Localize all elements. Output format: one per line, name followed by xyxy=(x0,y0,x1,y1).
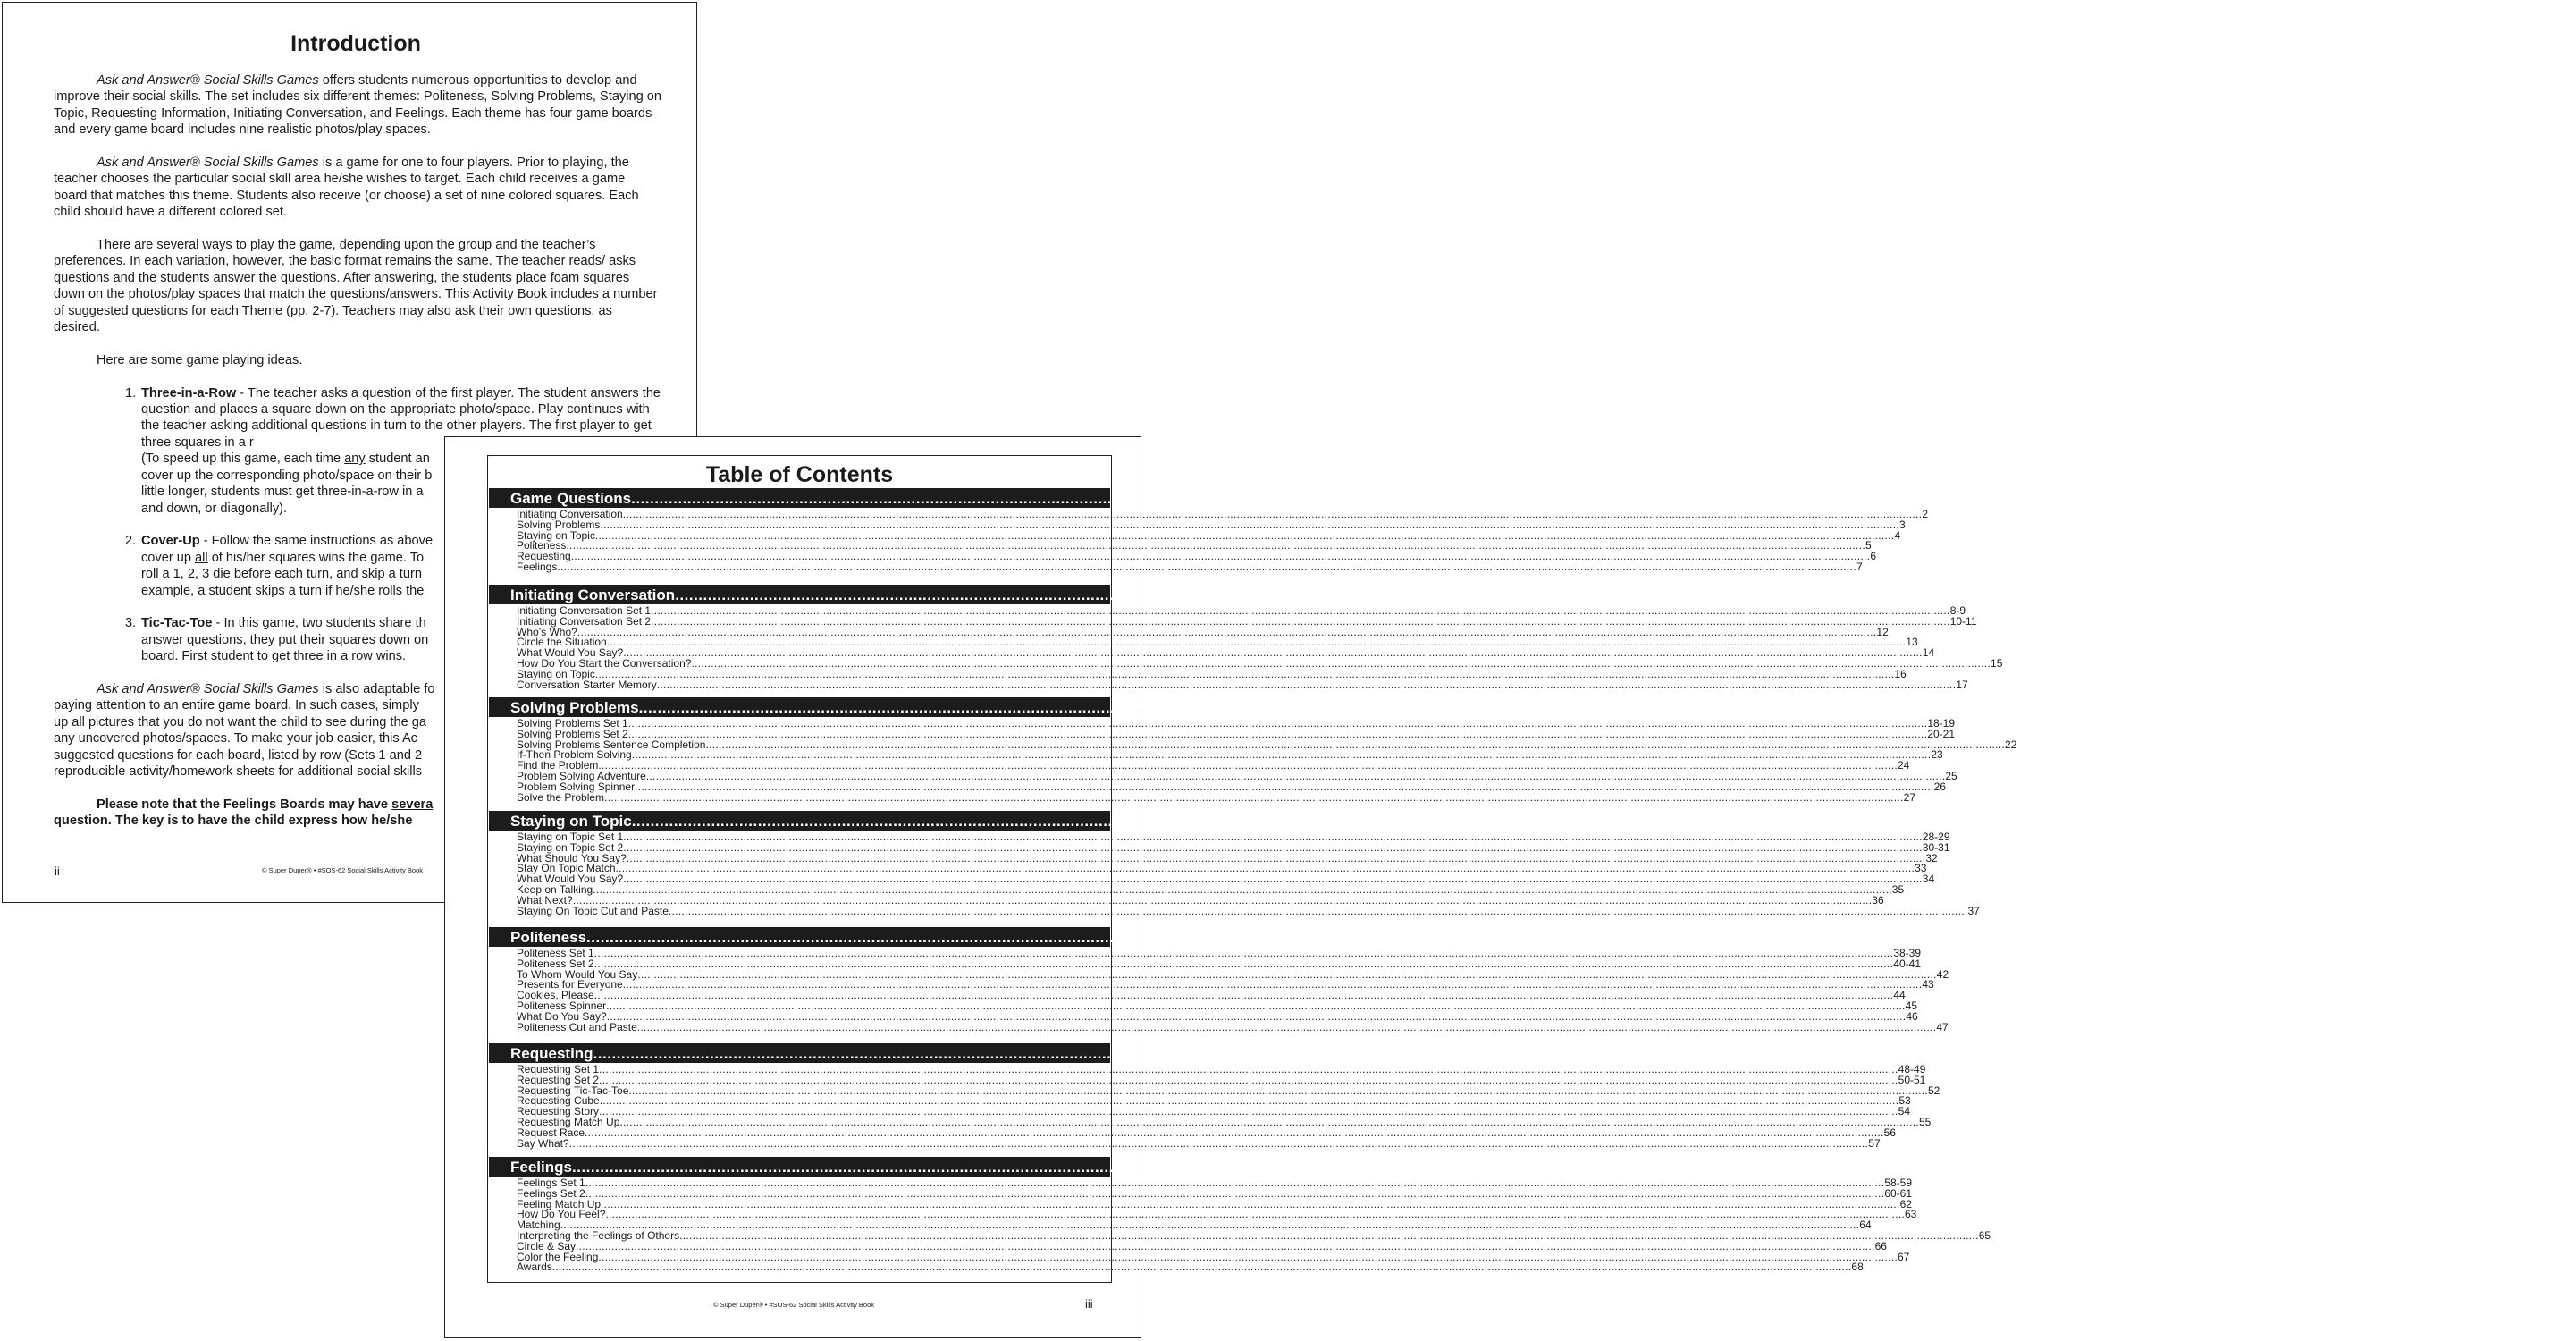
toc-entry-label: Politeness Set 2 xyxy=(517,957,594,970)
toc-entry-page: 47 xyxy=(1936,1020,1949,1033)
toc-entry-label: How Do You Feel? xyxy=(517,1208,606,1221)
dot-leader: ................................................................................................................................................................................................................................................................................................................................................................................................................ xyxy=(656,678,1957,691)
intro-paragraph-3: There are several ways to play the game, depending upon the group and the teacher’s preferences. In each variation, however, the basic format remains the same. The teacher reads/ asks questions and the students answer the questions. After answering, the students place foam squares down on the photos/play spaces that match the questions/answers. This Activity Book includes a number of suggested questions for each Theme (pp. 2-7). Teachers may also ask their own questions, as desired. xyxy=(54,238,658,335)
dot-leader: ................................................................................................................................................................................................................................................................................................................................................................................................................ xyxy=(675,586,2543,603)
dot-leader: ................................................................................................................................................................................................................................................................................................................................................................................................................ xyxy=(585,1177,1885,1189)
toc-entry-label: Requesting Tic-Tac-Toe xyxy=(517,1084,629,1097)
toc-section-pages: 18-27 xyxy=(2505,699,2546,716)
idea-text: roll a 1, 2, 3 die before each turn, and skip a turn xyxy=(141,567,422,582)
toc-section-header[interactable] xyxy=(489,1043,2500,1063)
toc-entry-label: Solving Problems Sentence Completion xyxy=(517,738,706,751)
dot-leader: ................................................................................................................................................................................................................................................................................................................................................................................................................ xyxy=(623,646,1923,660)
toc-section-header[interactable] xyxy=(489,585,2573,604)
dot-leader: ................................................................................................................................................................................................................................................................................................................................................................................................................ xyxy=(636,1020,1937,1033)
dot-leader: ................................................................................................................................................................................................................................................................................................................................................................................................................ xyxy=(668,904,1968,917)
toc-entry-page: 64 xyxy=(1859,1219,1872,1232)
idea-text: little longer, students must get three-in-a-row in a xyxy=(141,485,424,500)
toc-entry-label: Politeness Set 1 xyxy=(517,947,594,959)
toc-section-header[interactable] xyxy=(489,1157,2479,1177)
toc-entry-page: 10-11 xyxy=(1949,614,1977,628)
toc-entry-page: 7 xyxy=(1856,560,1863,573)
toc-entry-label: Initiating Conversation xyxy=(517,508,623,520)
toc-entry-label: What Next? xyxy=(517,893,573,907)
toc-entry-page: 33 xyxy=(1915,862,1927,875)
toc-entry-page: 54 xyxy=(1898,1105,1911,1118)
toc-entry-page: 27 xyxy=(1903,790,1916,804)
intro-paragraph-4: Here are some game playing ideas. xyxy=(97,352,303,367)
toc-entry-label: Circle the Situation xyxy=(517,636,607,649)
dot-leader: ................................................................................................................................................................................................................................................................................................................................................................................................................ xyxy=(572,893,1873,907)
dot-leader: ................................................................................................................................................................................................................................................................................................................................................................................................................ xyxy=(566,539,1865,552)
idea-text: student an xyxy=(365,451,430,467)
dot-leader: ................................................................................................................................................................................................................................................................................................................................................................................................................ xyxy=(604,790,1904,804)
paragraph-text: is also adaptable fo xyxy=(318,681,435,696)
toc-entry-page: 58-59 xyxy=(1884,1177,1913,1189)
paragraph-text: offers students numerous opportunities to develop and improve their social skills. The set includes six different themes: Politeness, Solving Problems, Staying on Topic, Requesting Information, Initiating Conversation, and Feelings. Each theme has four game boards and every game board includes nine realistic photos/play spaces. xyxy=(54,73,662,138)
toc-entry-page: 35 xyxy=(1891,882,1905,896)
toc-entry-page: 36 xyxy=(1872,893,1884,907)
toc-entry[interactable] xyxy=(488,560,1863,573)
toc-section-title: Staying on Topic xyxy=(510,813,632,830)
toc-section-header[interactable] xyxy=(489,811,2538,831)
toc-section xyxy=(488,811,2538,917)
toc-section xyxy=(488,697,2546,804)
toc-entry-label: Feelings xyxy=(517,560,558,573)
dot-leader: ................................................................................................................................................................................................................................................................................................................................................................................................................ xyxy=(551,1261,1852,1274)
dot-leader: ................................................................................................................................................................................................................................................................................................................................................................................................................ xyxy=(615,862,1915,875)
toc-section xyxy=(488,927,2493,1033)
toc-entry-label: Feelings Set 2 xyxy=(517,1186,585,1200)
toc-entry-label: Solve the Problem xyxy=(517,790,605,804)
toc-section xyxy=(488,1043,2500,1150)
toc-item-list xyxy=(488,947,1949,1033)
dot-leader: ................................................................................................................................................................................................................................................................................................................................................................................................................ xyxy=(628,1084,1928,1097)
toc-entry-page: 5 xyxy=(1865,539,1872,552)
toc-entry-page: 68 xyxy=(1851,1261,1864,1274)
toc-entry-label: Who’s Who? xyxy=(517,625,577,638)
idea-text: of his/her squares wins the game. To xyxy=(207,550,425,565)
toc-entry[interactable] xyxy=(488,678,1968,691)
toc-entry-page: 44 xyxy=(1893,989,1906,1002)
toc-title: Table of Contents xyxy=(705,462,894,487)
intro-paragraph-1 xyxy=(54,72,661,139)
dot-leader: ................................................................................................................................................................................................................................................................................................................................................................................................................ xyxy=(598,1250,1898,1263)
toc-entry-page: 57 xyxy=(1868,1136,1881,1150)
idea-title: Tic-Tac-Toe xyxy=(141,616,213,631)
toc-entry-page: 53 xyxy=(1898,1094,1911,1108)
note-text: Please note that the Feelings Boards may have xyxy=(97,797,392,812)
dot-leader: ................................................................................................................................................................................................................................................................................................................................................................................................................ xyxy=(576,1239,1875,1252)
toc-section-pages: 28-37 xyxy=(2498,813,2538,830)
note-text: question. The key is to have the child express how he/she xyxy=(54,814,413,829)
dot-leader: ................................................................................................................................................................................................................................................................................................................................................................................................................ xyxy=(606,1009,1907,1023)
toc-entry-label: Color the Feeling xyxy=(517,1250,599,1263)
idea-title: Cover-Up xyxy=(141,534,200,549)
paragraph-text: suggested questions for each board, listed by row (Sets 1 and 2 xyxy=(54,747,423,763)
dot-leader: ................................................................................................................................................................................................................................................................................................................................................................................................................ xyxy=(705,738,2006,751)
toc-entry-label: Circle & Say xyxy=(517,1239,577,1252)
dot-leader: ................................................................................................................................................................................................................................................................................................................................................................................................................ xyxy=(598,759,1898,772)
dot-leader: ................................................................................................................................................................................................................................................................................................................................................................................................................ xyxy=(601,1197,1900,1210)
toc-entry-page: 48-49 xyxy=(1898,1063,1926,1075)
dot-leader: ................................................................................................................................................................................................................................................................................................................................................................................................................ xyxy=(585,1186,1885,1200)
toc-entry-page: 4 xyxy=(1894,528,1901,542)
toc-section-pages: 38-47 xyxy=(2454,929,2493,946)
underlined-word: any xyxy=(344,451,366,467)
toc-section xyxy=(488,488,2521,573)
toc-section-title: Solving Problems xyxy=(510,699,639,716)
toc-entry-label: Conversation Starter Memory xyxy=(517,678,657,691)
dot-leader: ................................................................................................................................................................................................................................................................................................................................................................................................................ xyxy=(623,873,1923,886)
paragraph-text: paying attention to an entire game board. In such cases, simply xyxy=(54,698,419,713)
idea-text: example, a student skips a turn if he/she rolls the xyxy=(141,583,425,598)
toc-entry-page: 12 xyxy=(1876,625,1889,638)
list-number: 2. xyxy=(125,534,137,549)
toc-section-title: Requesting xyxy=(510,1045,593,1062)
dot-leader: ................................................................................................................................................................................................................................................................................................................................................................................................................ xyxy=(638,699,2506,716)
toc-entry-page: 26 xyxy=(1933,780,1947,793)
toc-entry-page: 24 xyxy=(1897,759,1910,772)
dot-leader: ................................................................................................................................................................................................................................................................................................................................................................................................................ xyxy=(599,1105,1898,1118)
toc-entry-label: Solving Problems xyxy=(517,518,601,531)
toc-entry-label: Politeness Spinner xyxy=(517,999,607,1012)
toc-entry-page: 32 xyxy=(1925,851,1938,864)
toc-entry-label: Requesting Cube xyxy=(517,1094,600,1108)
toc-entry-page: 28-29 xyxy=(1922,831,1950,843)
toc-entry-label: Solving Problems Set 2 xyxy=(517,727,628,740)
idea-text: cover up the corresponding photo/space on their b xyxy=(141,468,433,483)
toc-entry-page: 23 xyxy=(1931,748,1943,762)
dot-leader: ................................................................................................................................................................................................................................................................................................................................................................................................................ xyxy=(619,1115,1919,1128)
toc-entry-page: 6 xyxy=(1870,550,1876,563)
toc-entry-label: What Would You Say? xyxy=(517,646,624,660)
idea-text: (To speed up this game, each time xyxy=(141,451,345,467)
introduction-title: Introduction xyxy=(290,31,421,56)
toc-entry-page: 15 xyxy=(1991,656,2003,670)
toc-entry-page: 37 xyxy=(1967,904,1980,917)
toc-entry-label: Staying on Topic xyxy=(517,667,595,680)
toc-entry-page: 63 xyxy=(1905,1208,1917,1221)
toc-entry-label: Staying on Topic Set 2 xyxy=(517,840,624,854)
toc-entry-label: What Do You Say? xyxy=(517,1009,607,1023)
toc-entry-page: 18-19 xyxy=(1927,717,1956,730)
toc-entry-label: Staying on Topic Set 1 xyxy=(517,831,624,843)
dot-leader: ................................................................................................................................................................................................................................................................................................................................................................................................................ xyxy=(622,508,1923,520)
toc-entry-page: 52 xyxy=(1927,1084,1940,1097)
toc-entry[interactable] xyxy=(488,904,1980,917)
toc-entry-page: 55 xyxy=(1919,1115,1932,1128)
copyright-right: © Super Duper® • #SOS-62 Social Skills Activity Book xyxy=(713,1301,874,1309)
dot-leader: ................................................................................................................................................................................................................................................................................................................................................................................................................ xyxy=(593,882,1892,896)
dot-leader: ................................................................................................................................................................................................................................................................................................................................................................................................................ xyxy=(606,999,1906,1012)
dot-leader: ................................................................................................................................................................................................................................................................................................................................................................................................................ xyxy=(622,978,1923,991)
intro-paragraph-2 xyxy=(54,155,661,221)
toc-entry-page: 13 xyxy=(1906,636,1918,649)
dot-leader: ................................................................................................................................................................................................................................................................................................................................................................................................................ xyxy=(631,748,1932,762)
toc-entry-label: Requesting Set 2 xyxy=(517,1073,600,1086)
toc-entry-page: 17 xyxy=(1956,678,1968,691)
toc-entry-label: Solving Problems Set 1 xyxy=(517,717,628,730)
dot-leader: ................................................................................................................................................................................................................................................................................................................................................................................................................ xyxy=(599,1063,1898,1075)
toc-entry-label: Find the Problem xyxy=(517,759,599,772)
table-of-contents-page xyxy=(444,436,2573,1338)
toc-entry-label: Keep on Talking xyxy=(517,882,593,896)
toc-entry-label: Say What? xyxy=(517,1136,569,1150)
dot-leader: ................................................................................................................................................................................................................................................................................................................................................................................................................ xyxy=(631,490,2499,507)
dot-leader: ................................................................................................................................................................................................................................................................................................................................................................................................................ xyxy=(606,636,1907,649)
dot-leader: ................................................................................................................................................................................................................................................................................................................................................................................................................ xyxy=(631,813,2499,830)
toc-frame xyxy=(487,455,2573,1283)
toc-entry-label: Politeness xyxy=(517,539,567,552)
page-number-left: ii xyxy=(55,864,60,878)
toc-section-pages: 2-7 xyxy=(2498,490,2521,507)
toc-entry-label: Requesting xyxy=(517,550,571,563)
toc-entry-page: 56 xyxy=(1883,1126,1896,1139)
dot-leader: ................................................................................................................................................................................................................................................................................................................................................................................................................ xyxy=(645,769,1946,782)
idea-title: Three-in-a-Row xyxy=(141,385,237,401)
dot-leader: ................................................................................................................................................................................................................................................................................................................................................................................................................ xyxy=(568,1136,1869,1150)
dot-leader: ................................................................................................................................................................................................................................................................................................................................................................................................................ xyxy=(623,831,1923,843)
product-name: Ask and Answer® Social Skills Games xyxy=(97,156,319,171)
toc-entry-label: Requesting Set 1 xyxy=(517,1063,600,1075)
toc-item-list xyxy=(488,717,2017,804)
toc-entry[interactable] xyxy=(488,1261,1864,1274)
dot-leader: ................................................................................................................................................................................................................................................................................................................................................................................................................ xyxy=(585,1126,1884,1139)
toc-entry-page: 65 xyxy=(1978,1228,1991,1242)
idea-text: - In this game, two students share th xyxy=(212,616,426,631)
toc-entry-label: Stay On Topic Match xyxy=(517,862,616,875)
underlined-word: all xyxy=(195,550,208,565)
toc-entry-label: Initiating Conversation Set 2 xyxy=(517,614,652,628)
dot-leader: ................................................................................................................................................................................................................................................................................................................................................................................................................ xyxy=(651,614,1950,628)
toc-entry[interactable] xyxy=(488,790,1916,804)
toc-item-list xyxy=(488,1063,1940,1150)
toc-entry-page: 50-51 xyxy=(1898,1073,1926,1086)
idea-text: cover up xyxy=(141,550,196,565)
toc-entry-label: To Whom Would You Say xyxy=(517,967,638,981)
product-name: Ask and Answer® Social Skills Games xyxy=(97,681,319,696)
toc-item-list xyxy=(488,831,1980,917)
toc-section-header[interactable] xyxy=(489,488,2521,508)
toc-entry-label: Request Race xyxy=(517,1126,585,1139)
dot-leader: ................................................................................................................................................................................................................................................................................................................................................................................................................ xyxy=(593,947,1894,959)
toc-entry-label: Requesting Match Up xyxy=(517,1115,620,1128)
toc-entry-label: Awards xyxy=(517,1261,552,1274)
toc-entry-page: 2 xyxy=(1922,508,1929,520)
toc-entry-page: 43 xyxy=(1922,978,1934,991)
dot-leader: ................................................................................................................................................................................................................................................................................................................................................................................................................ xyxy=(560,1219,1860,1232)
list-number: 3. xyxy=(125,616,137,631)
toc-entry-label: What Would You Say? xyxy=(517,873,624,886)
product-name: Ask and Answer® Social Skills Games xyxy=(97,73,319,88)
toc-entry-label: Feeling Match Up xyxy=(517,1197,602,1210)
toc-entry-page: 66 xyxy=(1874,1239,1887,1252)
toc-section-header[interactable] xyxy=(489,927,2493,947)
toc-entry-label: Cookies, Please xyxy=(517,989,594,1002)
dot-leader: ................................................................................................................................................................................................................................................................................................................................................................................................................ xyxy=(679,1228,1979,1242)
toc-entry-page: 67 xyxy=(1897,1250,1910,1263)
toc-entry-label: Presents for Everyone xyxy=(517,978,623,991)
idea-text: answer questions, they put their squares down on xyxy=(141,632,429,647)
toc-entry-page: 38-39 xyxy=(1893,947,1922,959)
page-number-right: iii xyxy=(1085,1297,1093,1311)
dot-leader: ................................................................................................................................................................................................................................................................................................................................................................................................................ xyxy=(593,957,1894,970)
toc-entry-page: 25 xyxy=(1945,769,1957,782)
toc-item-list xyxy=(488,604,2003,691)
toc-entry-label: Interpreting the Feelings of Others xyxy=(517,1228,680,1242)
toc-entry-page: 34 xyxy=(1922,873,1935,886)
toc-entry-label: If-Then Problem Solving xyxy=(517,748,632,762)
underlined-word: severa xyxy=(391,797,434,812)
toc-entry-label: Initiating Conversation Set 1 xyxy=(517,604,652,617)
toc-entry-label: Problem Solving Spinner xyxy=(517,780,636,793)
dot-leader: ................................................................................................................................................................................................................................................................................................................................................................................................................ xyxy=(605,1208,1905,1221)
paragraph-text: is a game for one to four players. Prior to playing, the teacher chooses the particular social skill area he/she wishes to target. Each child receives a game board that matches this theme. Students also receive (or choose) a set of nine colored squares. Each child should have a different colored set. xyxy=(54,156,639,220)
toc-entry-label: Staying on Topic xyxy=(517,528,595,542)
toc-entry-page: 16 xyxy=(1894,667,1907,680)
dot-leader: ................................................................................................................................................................................................................................................................................................................................................................................................................ xyxy=(594,667,1895,680)
dot-leader: ................................................................................................................................................................................................................................................................................................................................................................................................................ xyxy=(594,528,1895,542)
dot-leader: ................................................................................................................................................................................................................................................................................................................................................................................................................ xyxy=(651,604,1950,617)
toc-entry-page: 3 xyxy=(1898,518,1906,531)
dot-leader: ................................................................................................................................................................................................................................................................................................................................................................................................................ xyxy=(637,967,1937,981)
toc-entry-page: 60-61 xyxy=(1884,1186,1913,1200)
toc-entry-label: What Should You Say? xyxy=(517,851,627,864)
paragraph-text: any uncovered photos/spaces. To make your job easier, this Ac xyxy=(54,731,417,746)
dot-leader: ................................................................................................................................................................................................................................................................................................................................................................................................................ xyxy=(599,1073,1898,1086)
toc-entry-page: 8-9 xyxy=(1949,604,1966,617)
toc-entry-label: Requesting Story xyxy=(517,1105,600,1118)
toc-section-title: Initiating Conversation xyxy=(510,586,676,603)
paragraph-text: reproducible activity/homework sheets for additional social skills xyxy=(54,763,423,779)
dot-leader: ................................................................................................................................................................................................................................................................................................................................................................................................................ xyxy=(623,840,1923,854)
dot-leader: ................................................................................................................................................................................................................................................................................................................................................................................................................ xyxy=(570,550,1871,563)
toc-section xyxy=(488,1157,2479,1274)
dot-leader: ................................................................................................................................................................................................................................................................................................................................................................................................................ xyxy=(557,560,1856,573)
idea-text: and down, or diagonally). xyxy=(141,501,288,516)
toc-entry-label: Politeness Cut and Paste xyxy=(517,1020,637,1033)
toc-section-pages: 8-17 xyxy=(2542,586,2573,603)
dot-leader: ................................................................................................................................................................................................................................................................................................................................................................................................................ xyxy=(691,656,1991,670)
toc-section-title: Feelings xyxy=(510,1159,572,1176)
toc-entry-page: 45 xyxy=(1905,999,1918,1012)
toc-section-pages: 48-57 xyxy=(2460,1045,2500,1062)
toc-entry-page: 30-31 xyxy=(1922,840,1950,854)
dot-leader: ................................................................................................................................................................................................................................................................................................................................................................................................................ xyxy=(627,717,1928,730)
toc-entry[interactable] xyxy=(488,1020,1949,1033)
toc-entry-label: Matching xyxy=(517,1219,560,1232)
toc-section-title: Politeness xyxy=(510,929,587,946)
dot-leader: ................................................................................................................................................................................................................................................................................................................................................................................................................ xyxy=(586,929,2454,946)
dot-leader: ................................................................................................................................................................................................................................................................................................................................................................................................................ xyxy=(593,1045,2461,1062)
toc-item-list xyxy=(488,1177,1991,1274)
dot-leader: ................................................................................................................................................................................................................................................................................................................................................................................................................ xyxy=(593,989,1894,1002)
idea-text: board. First student to get three in a row wins. xyxy=(141,649,407,664)
toc-section xyxy=(488,585,2573,691)
dot-leader: ................................................................................................................................................................................................................................................................................................................................................................................................................ xyxy=(600,518,1899,531)
copyright-left: © Super Duper® • #SOS-62 Social Skills Activity Book xyxy=(262,866,423,874)
idea-text: - The teacher asks a question of the first player. The student answers the question and places a square down on the appropriate photo/space. Play continues with the teacher asking additional questions in turn to the other players. The first player to get three squares in a r xyxy=(141,385,661,450)
dot-leader: ................................................................................................................................................................................................................................................................................................................................................................................................................ xyxy=(599,1094,1899,1108)
toc-section-pages: 58-67 xyxy=(2439,1159,2479,1176)
dot-leader: ................................................................................................................................................................................................................................................................................................................................................................................................................ xyxy=(571,1159,2440,1176)
toc-entry-page: 46 xyxy=(1906,1009,1918,1023)
toc-entry-label: Feelings Set 1 xyxy=(517,1177,585,1189)
toc-entry[interactable] xyxy=(488,1136,1881,1150)
toc-entry-label: Staying On Topic Cut and Paste xyxy=(517,904,669,917)
dot-leader: ................................................................................................................................................................................................................................................................................................................................................................................................................ xyxy=(626,851,1926,864)
toc-entry-label: Problem Solving Adventure xyxy=(517,769,646,782)
toc-section-title: Game Questions xyxy=(510,490,632,507)
toc-entry-page: 40-41 xyxy=(1893,957,1922,970)
idea-text: - Follow the same instructions as above xyxy=(199,534,434,549)
list-number: 1. xyxy=(125,385,137,401)
toc-entry-page: 62 xyxy=(1899,1197,1912,1210)
paragraph-text: up all pictures that you do not want the child to see during the ga xyxy=(54,714,427,730)
toc-section-header[interactable] xyxy=(489,697,2546,717)
toc-entry-page: 14 xyxy=(1922,646,1935,660)
toc-entry-page: 20-21 xyxy=(1927,727,1956,740)
toc-entry-label: How Do You Start the Conversation? xyxy=(517,656,692,670)
dot-leader: ................................................................................................................................................................................................................................................................................................................................................................................................................ xyxy=(635,780,1934,793)
toc-entry-page: 42 xyxy=(1936,967,1949,981)
toc-entry-page: 22 xyxy=(2005,738,2017,751)
toc-item-list xyxy=(488,508,1929,573)
dot-leader: ................................................................................................................................................................................................................................................................................................................................................................................................................ xyxy=(627,727,1928,740)
dot-leader: ................................................................................................................................................................................................................................................................................................................................................................................................................ xyxy=(577,625,1877,638)
